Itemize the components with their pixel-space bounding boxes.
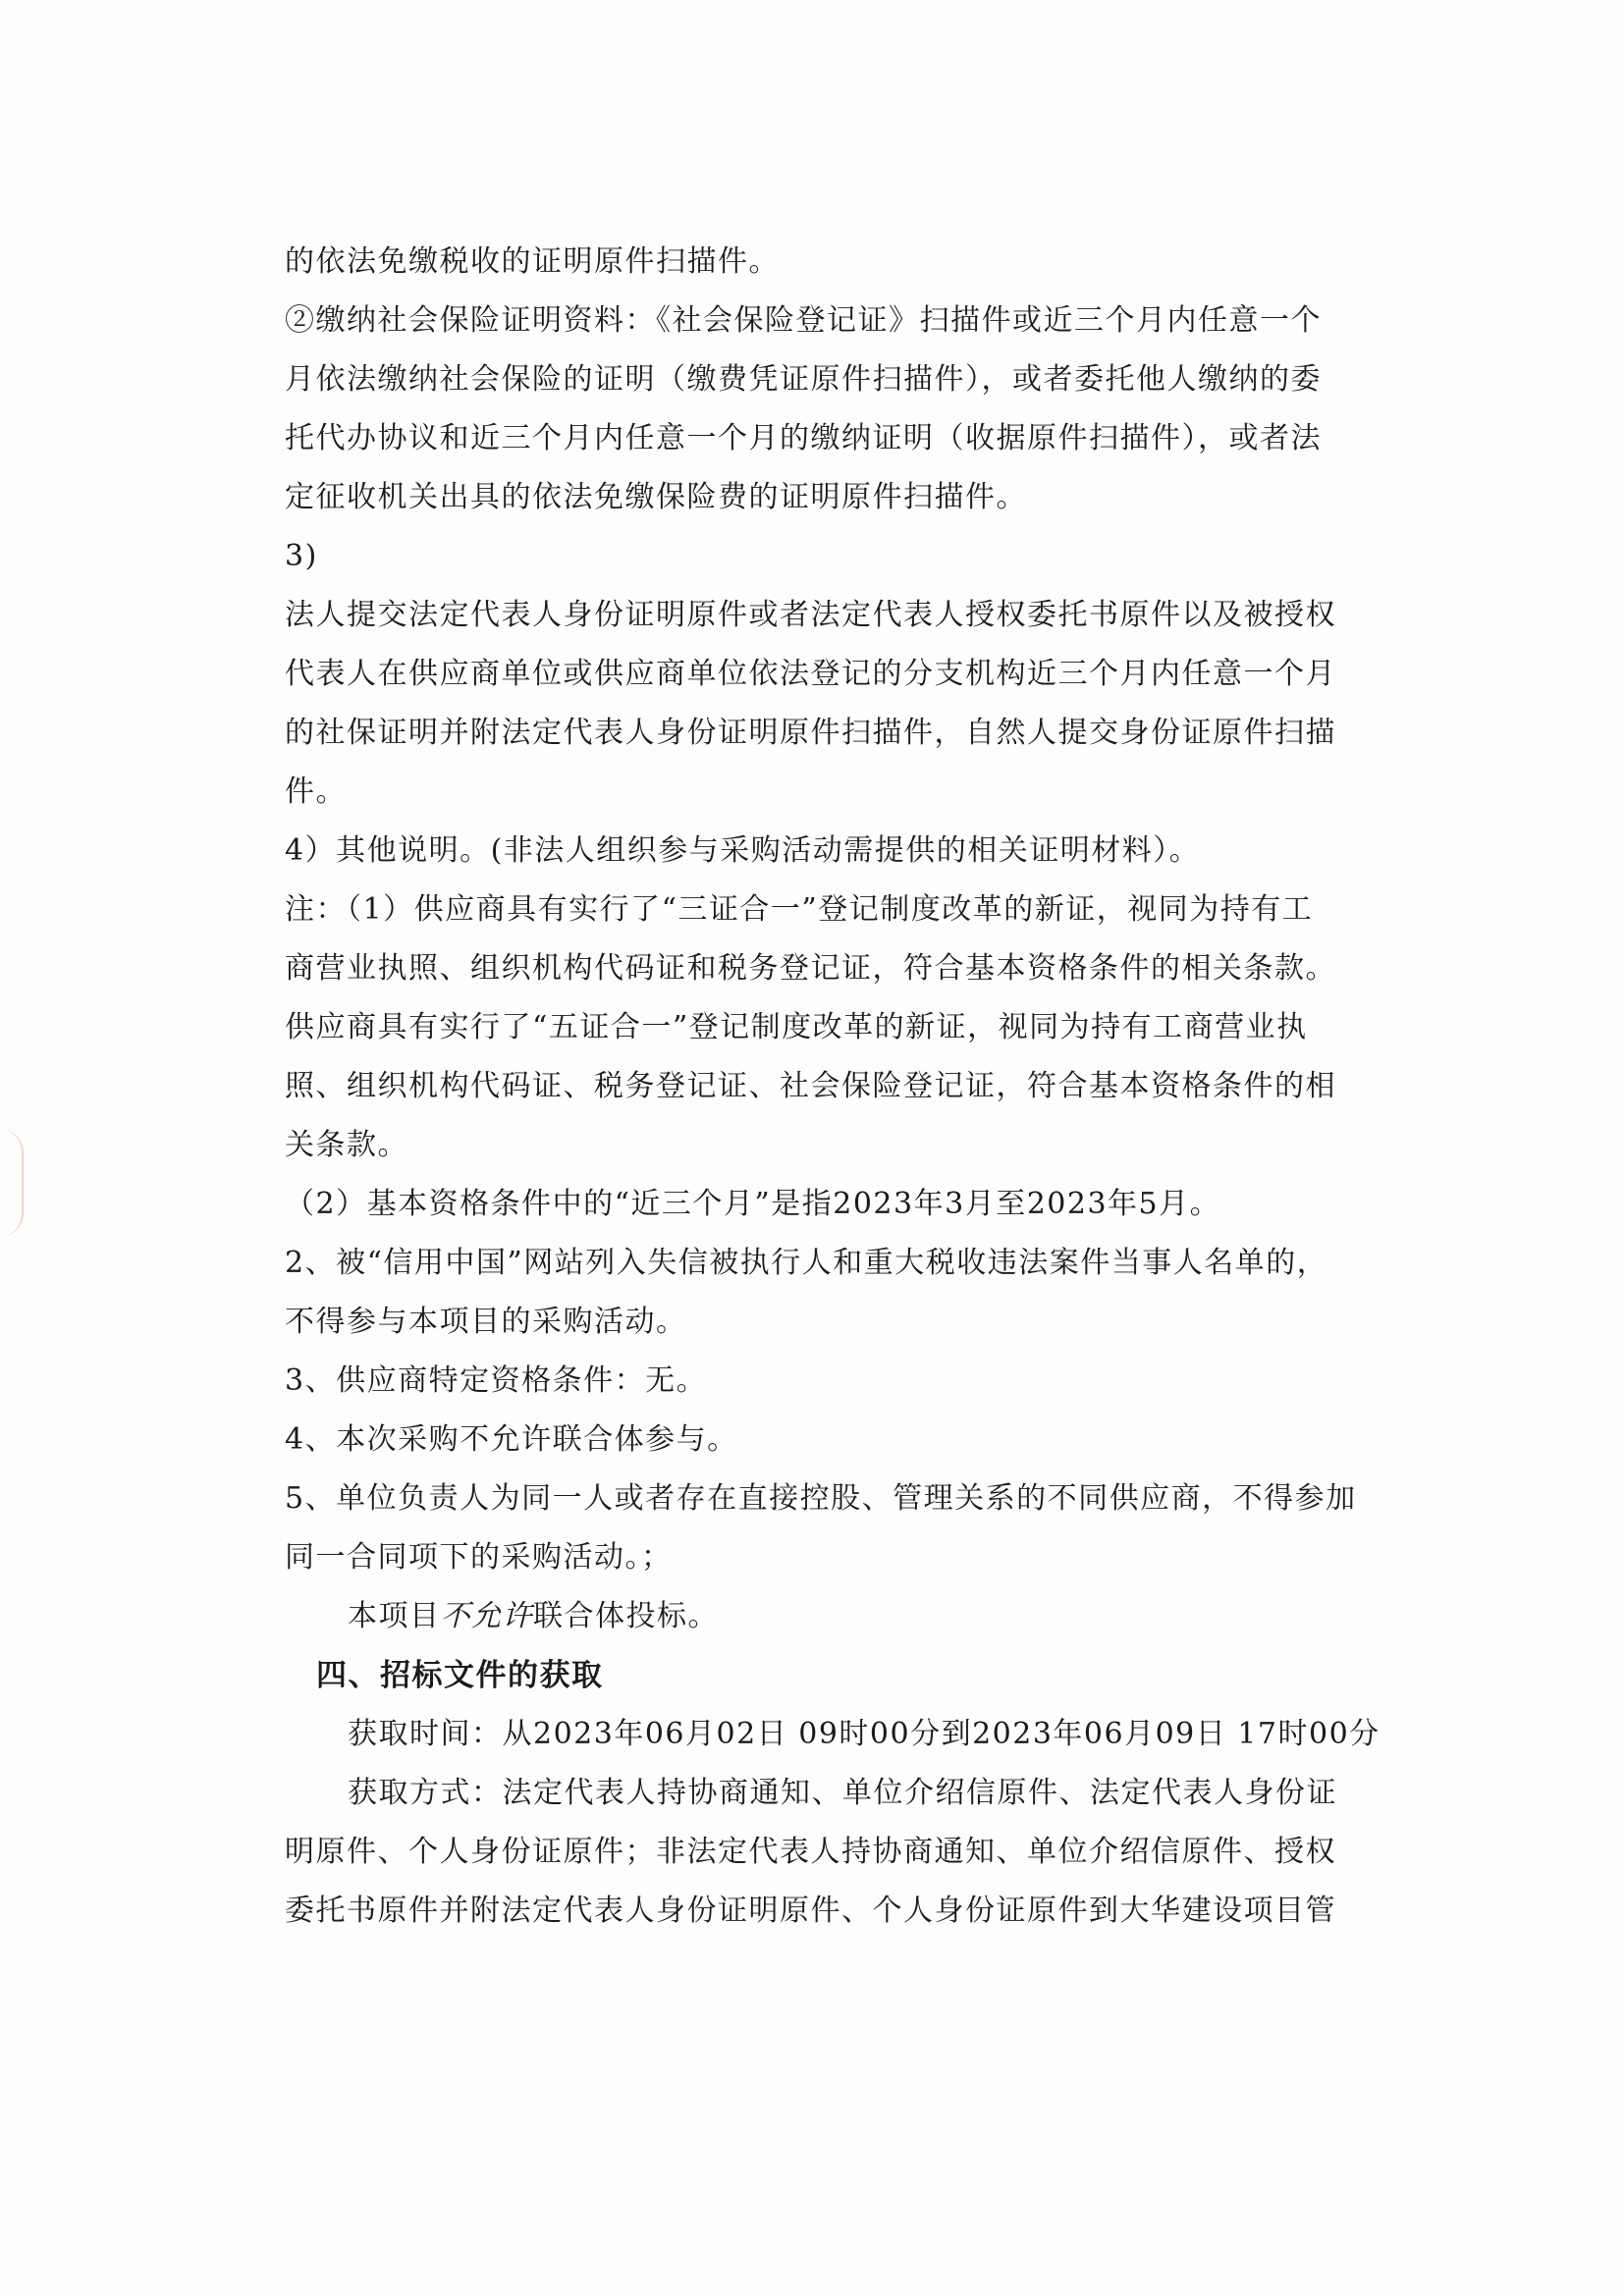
text-line: 4）其他说明。(非法人组织参与采购活动需提供的相关证明材料）。 xyxy=(285,833,1201,868)
acquisition-method-line: 获取方式：法定代表人持协商通知、单位介绍信原件、法定代表人身份证 xyxy=(348,1776,1337,1810)
text-line: 4、本次采购不允许联合体参与。 xyxy=(285,1422,738,1457)
text-line: 的依法免缴税收的证明原件扫描件。 xyxy=(285,244,780,279)
acquisition-method-line: 明原件、个人身份证原件；非法定代表人持协商通知、单位介绍信原件、授权 xyxy=(285,1835,1336,1869)
text-line: 注：（1）供应商具有实行了“三证合一”登记制度改革的新证，视同为持有工 xyxy=(285,892,1314,927)
text-line: ②缴纳社会保险证明资料：《社会保险登记证》扫描件或近三个月内任意一个 xyxy=(285,303,1322,338)
text-line: （2）基本资格条件中的“近三个月”是指2023年3月至2023年5月。 xyxy=(285,1187,1221,1221)
consortium-statement xyxy=(285,1599,1394,1661)
text-line: 照、组织机构代码证、税务登记证、社会保险登记证，符合基本资格条件的相 xyxy=(285,1069,1336,1103)
text-line: 月依法缴纳社会保险的证明（缴费凭证原件扫描件），或者委托他人缴纳的委 xyxy=(285,362,1322,397)
text-line: 托代办协议和近三个月内任意一个月的缴纳证明（收据原件扫描件），或者法 xyxy=(285,421,1322,455)
text-line: 2、被“信用中国”网站列入失信被执行人和重大税收违法案件当事人名单的， xyxy=(285,1246,1328,1280)
text-line: 法人提交法定代表人身份证明原件或者法定代表人授权委托书原件以及被授权 xyxy=(285,598,1336,632)
text-line: 定征收机关出具的依法免缴保险费的证明原件扫描件。 xyxy=(285,480,1027,514)
text-line: 不得参与本项目的采购活动。 xyxy=(285,1305,687,1339)
text-line: 供应商具有实行了“五证合一”登记制度改革的新证，视同为持有工商营业执 xyxy=(285,1010,1308,1044)
text-line: 件。 xyxy=(285,774,347,809)
text-line: 关条款。 xyxy=(285,1128,408,1162)
text-line: 的社保证明并附法定代表人身份证明原件扫描件，自然人提交身份证原件扫描 xyxy=(285,716,1336,750)
text-line: 5、单位负责人为同一人或者存在直接控股、管理关系的不同供应商，不得参加 xyxy=(285,1481,1357,1516)
text-line: 商营业执照、组织机构代码证和税务登记证，符合基本资格条件的相关条款。 xyxy=(285,951,1336,986)
document-body xyxy=(285,244,1394,1955)
binding-stamp-mark xyxy=(0,1129,24,1237)
consortium-suffix: 联合体投标。 xyxy=(533,1599,719,1633)
text-line: 同一合同项下的采购活动。； xyxy=(285,1540,673,1575)
section-heading: 四、招标文件的获取 xyxy=(316,1658,604,1693)
acquisition-method-line: 委托书原件并附法定代表人身份证明原件、个人身份证原件到大华建设项目管 xyxy=(285,1894,1336,1928)
text-line: 代表人在供应商单位或供应商单位依法登记的分支机构近三个月内任意一个月 xyxy=(285,657,1336,691)
consortium-emphasis: 不允许 xyxy=(440,1599,533,1633)
acquisition-time: 获取时间：从2023年06月02日 09时00分到2023年06月09日 17时00分 xyxy=(348,1717,1380,1751)
text-line: 3、供应商特定资格条件：无。 xyxy=(285,1363,708,1398)
consortium-prefix: 本项目 xyxy=(348,1599,441,1633)
text-line: 3) xyxy=(285,539,318,573)
